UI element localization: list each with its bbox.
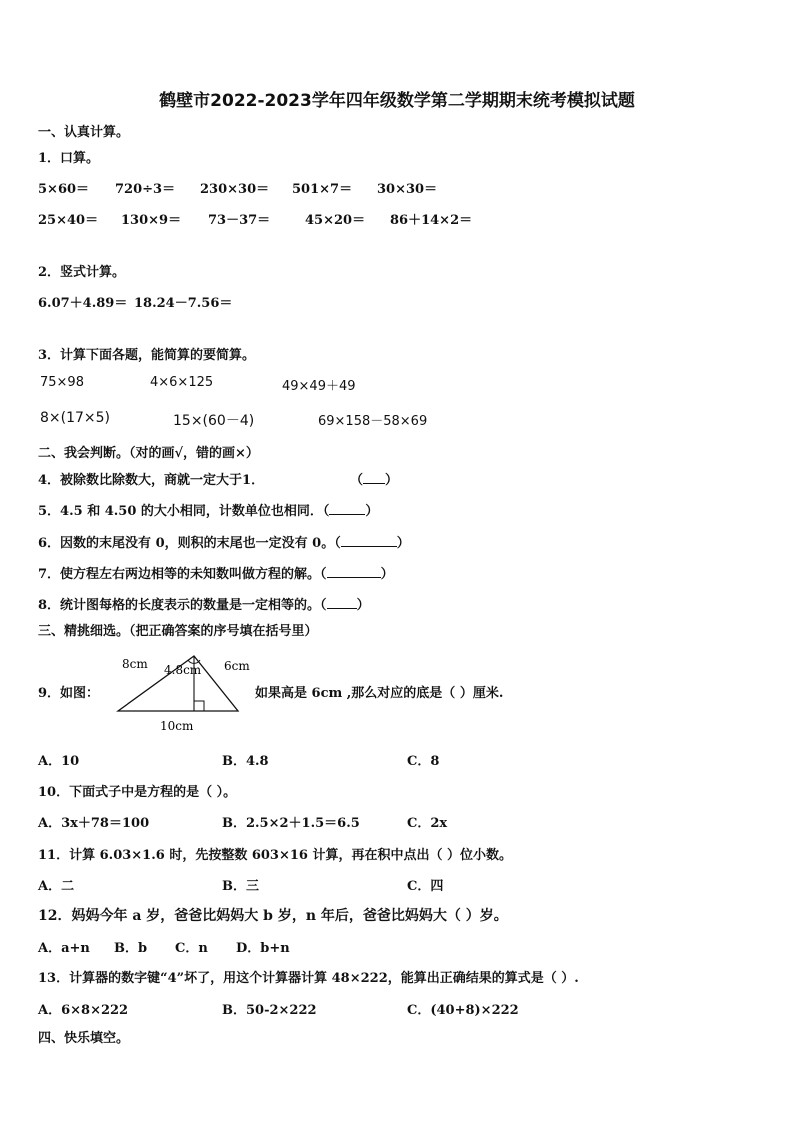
q10-option-b[interactable]: B．2.5×2＋1.5＝6.5 <box>222 816 360 831</box>
q1-item: 230×30＝ <box>200 182 270 197</box>
judge-text: 5．4.5 和 4.50 的大小相同，计数单位也相同． <box>38 504 323 519</box>
q10-option-c[interactable]: C．2x <box>407 816 448 831</box>
page-title: 鹤壁市2022-2023学年四年级数学第二学期期末统考模拟试题 <box>159 91 635 111</box>
q1-item: 501×7＝ <box>292 182 353 197</box>
q2-label: 2．竖式计算。 <box>38 265 126 280</box>
q9-option-a[interactable]: A．10 <box>38 754 80 769</box>
q12-option-b[interactable]: B．b <box>114 941 148 956</box>
q13-option-c[interactable]: C．(40+8)×222 <box>407 1003 519 1018</box>
base-label: 10cm <box>160 719 194 733</box>
q1-item: 130×9＝ <box>121 213 182 228</box>
right-angle-mark <box>194 701 204 711</box>
judge-text: 7．使方程左右两边相等的未知数叫做方程的解。 <box>38 567 321 582</box>
q13-label: 13．计算器的数字键“4”坏了，用这个计算器计算 48×222，能算出正确结果的算式是（ ）. <box>38 971 579 986</box>
judge-item-5 <box>38 500 378 519</box>
q12-option-c[interactable]: C．n <box>175 941 208 956</box>
q11-label: 11．计算 6.03×1.6 时，先按整数 603×16 计算，再在积中点出（ ）位小数。 <box>38 848 513 863</box>
q3-item: 69×158－58×69 <box>318 414 428 429</box>
q11-option-c[interactable]: C．四 <box>407 879 444 894</box>
q9-option-c[interactable]: C．8 <box>407 754 440 769</box>
q11-option-b[interactable]: B．三 <box>222 879 259 894</box>
judge-text: 4．被除数比除数大，商就一定大于1． <box>38 473 265 488</box>
q1-item: 720÷3＝ <box>115 182 176 197</box>
q3-item: 75×98 <box>40 375 84 390</box>
q12-option-a[interactable]: A．a+n <box>38 941 90 956</box>
q3-label: 3．计算下面各题，能简算的要简算。 <box>38 348 256 363</box>
section2-heading: 二、我会判断。（对的画√，错的画×） <box>38 446 259 461</box>
answer-paren[interactable]: （ ） <box>322 504 379 519</box>
q2-item: 18.24－7.56＝ <box>134 296 233 311</box>
answer-paren[interactable]: （ ） <box>350 473 399 488</box>
section3-heading: 三、精挑细选。（把正确答案的序号填在括号里） <box>38 624 318 639</box>
q9-question: 如果高是 6cm ,那么对应的底是（ ）厘米. <box>255 686 504 701</box>
q10-option-a[interactable]: A．3x＋78＝100 <box>38 816 150 831</box>
q1-item: 5×60＝ <box>38 182 90 197</box>
judge-item-6 <box>38 532 410 551</box>
q9-option-b[interactable]: B．4.8 <box>222 754 269 769</box>
answer-paren[interactable]: （ ） <box>320 567 394 582</box>
q1-item: 30×30＝ <box>377 182 438 197</box>
q3-item: 4×6×125 <box>150 375 214 390</box>
q11-option-a[interactable]: A．二 <box>38 879 75 894</box>
q1-item: 86＋14×2＝ <box>390 213 473 228</box>
judge-text: 8．统计图每格的长度表示的数量是一定相等的。 <box>38 598 321 613</box>
q3-item: 8×(17×5) <box>40 410 111 426</box>
q1-item: 25×40＝ <box>38 213 99 228</box>
q12-label: 12．妈妈今年 a 岁，爸爸比妈妈大 b 岁，n 年后，爸爸比妈妈大（ ）岁。 <box>38 908 508 924</box>
judge-text: 6．因数的末尾没有 0，则积的末尾也一定没有 0。 <box>38 536 335 551</box>
q3-item: 49×49＋49 <box>282 379 356 394</box>
q2-item: 6.07＋4.89＝ <box>38 296 128 311</box>
side-right-label: 6cm <box>224 659 250 673</box>
answer-paren[interactable]: （ ） <box>320 598 370 613</box>
answer-paren[interactable]: （ ） <box>334 536 410 551</box>
q13-option-b[interactable]: B．50-2×222 <box>222 1003 317 1018</box>
height-label: 4.8cm <box>164 663 202 677</box>
q12-option-d[interactable]: D．b+n <box>236 941 290 956</box>
q13-option-a[interactable]: A．6×8×222 <box>38 1003 129 1018</box>
q9-label: 9．如图： <box>38 686 100 701</box>
q1-item: 45×20＝ <box>305 213 366 228</box>
judge-item-7 <box>38 563 394 582</box>
side-left-label: 8cm <box>122 657 148 671</box>
triangle-figure <box>108 648 258 738</box>
section4-heading: 四、快乐填空。 <box>38 1031 130 1046</box>
q1-item: 73－37＝ <box>208 213 271 228</box>
q10-label: 10．下面式子中是方程的是（ ）。 <box>38 785 237 800</box>
q1-label: 1．口算。 <box>38 151 100 166</box>
judge-item-8 <box>38 594 370 613</box>
q3-item: 15×(60－4) <box>173 413 255 429</box>
judge-item-4 <box>38 469 399 488</box>
section1-heading: 一、认真计算。 <box>38 125 130 140</box>
